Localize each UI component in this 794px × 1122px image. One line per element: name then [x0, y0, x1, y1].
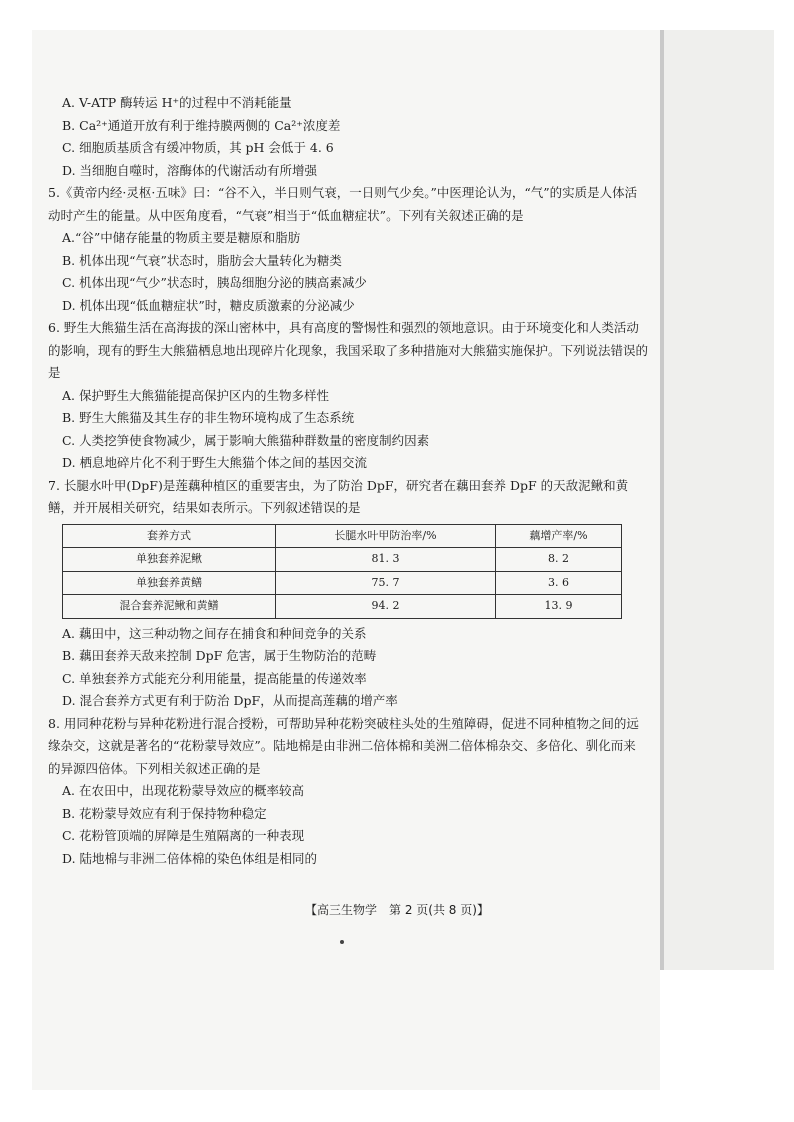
q8-stem: 8. 用同种花粉与异种花粉进行混合授粉，可帮助异种花粉突破柱头处的生殖障碍，促进不同种植物之间的远缘杂交，这就是著名的“花粉蒙导效应”。陆地棉是由非洲二倍体棉和美洲二倍体棉杂交、多倍化、驯化而来的异源四倍体。下列相关叙述正确的是	[48, 715, 639, 776]
table-row	[63, 548, 622, 572]
table-cell: 单独套养黄鳝	[63, 571, 276, 595]
q4-option-a: A. V-ATP 酶转运 H⁺的过程中不消耗能量	[62, 95, 292, 110]
q8-option-d: D. 陆地棉与非洲二倍体棉的染色体组是相同的	[62, 850, 318, 866]
q4-option-b: B. Ca²⁺通道开放有利于维持膜两侧的 Ca²⁺浓度差	[62, 117, 341, 133]
q6-option-a: A. 保护野生大熊猫能提高保护区内的生物多样性	[62, 387, 329, 403]
q7-option-b: B. 藕田套养天敌来控制 DpF 危害，属于生物防治的范畴	[62, 648, 377, 663]
q7-option-a: A. 藕田中，这三种动物之间存在捕食和种间竞争的关系	[62, 625, 367, 641]
q4-option-c: C. 细胞质基质含有缓冲物质，其 pH 会低于 4. 6	[62, 140, 334, 155]
q6-option-c: C. 人类挖笋使食物减少，属于影响大熊猫种群数量的密度制约因素	[62, 432, 430, 448]
q7-stem: 7. 长腿水叶甲(DpF)是莲藕种植区的重要害虫，为了防治 DpF，研究者在藕田套养 DpF 的天敌泥鳅和黄鳝，并开展相关研究，结果如表所示。下列叙述错误的是	[48, 477, 629, 515]
q7-option-c: C. 单独套养方式能充分利用能量，提高能量的传递效率	[62, 670, 367, 686]
q7-results-table	[62, 524, 622, 619]
q5-option-c: C. 机体出现“气少”状态时，胰岛细胞分泌的胰高素减少	[62, 275, 367, 290]
table-header-cell: 长腿水叶甲防治率/%	[276, 524, 496, 548]
q8-option-a: A. 在农田中，出现花粉蒙导效应的概率较高	[62, 783, 304, 798]
table-header-row	[63, 524, 622, 548]
q5-option-d: D. 机体出现“低血糖症状”时，糖皮质激素的分泌减少	[62, 297, 355, 313]
table-cell: 混合套养泥鳅和黄鳝	[63, 595, 276, 619]
q6-stem: 6. 野生大熊猫生活在高海拔的深山密林中，具有高度的警惕性和强烈的领地意识。由于环境变化和人类活动的影响，现有的野生大熊猫栖息地出现碎片化现象，我国采取了多种措施对大熊猫实施保护。下列说法错误的是	[48, 320, 649, 380]
table-cell: 81. 3	[276, 548, 496, 572]
exam-content	[48, 92, 648, 870]
table-cell: 3. 6	[495, 571, 621, 595]
q6-option-d: D. 栖息地碎片化不利于野生大熊猫个体之间的基因交流	[62, 455, 368, 470]
page-footer: 【高三生物学 第 2 页(共 8 页)】	[305, 903, 489, 917]
q4-option-d: D. 当细胞自噬时，溶酶体的代谢活动有所增强	[62, 162, 318, 178]
q5-option-a: A.“谷”中储存能量的物质主要是糖原和脂肪	[62, 230, 301, 245]
q8-option-b: B. 花粉蒙导效应有利于保持物种稳定	[62, 805, 267, 821]
facing-page-strip	[664, 30, 774, 970]
table-header-cell: 藕增产率/%	[495, 524, 621, 548]
q6-option-b: B. 野生大熊猫及其生存的非生物环境构成了生态系统	[62, 410, 355, 425]
q7-option-d: D. 混合套养方式更有利于防治 DpF，从而提高莲藕的增产率	[62, 693, 398, 708]
table-cell: 8. 2	[495, 548, 621, 572]
q5-stem: 5.《黄帝内经·灵枢·五味》曰：“谷不入，半日则气衰，一日则气少矣。”中医理论认为，“气”的实质是人体活动时产生的能量。从中医角度看，“气衰”相当于“低血糖症状”。下列有关叙述正确的是	[48, 185, 638, 223]
table-cell: 75. 7	[276, 571, 496, 595]
table-row	[63, 571, 622, 595]
q5-option-b: B. 机体出现“气衰”状态时，脂肪会大量转化为糖类	[62, 252, 342, 268]
scan-dot	[340, 940, 344, 944]
table-row	[63, 595, 622, 619]
table-header-cell: 套养方式	[63, 524, 276, 548]
table-cell: 94. 2	[276, 595, 496, 619]
table-cell: 13. 9	[495, 595, 621, 619]
table-cell: 单独套养泥鳅	[63, 548, 276, 572]
q8-option-c: C. 花粉管顶端的屏障是生殖隔离的一种表现	[62, 828, 305, 843]
